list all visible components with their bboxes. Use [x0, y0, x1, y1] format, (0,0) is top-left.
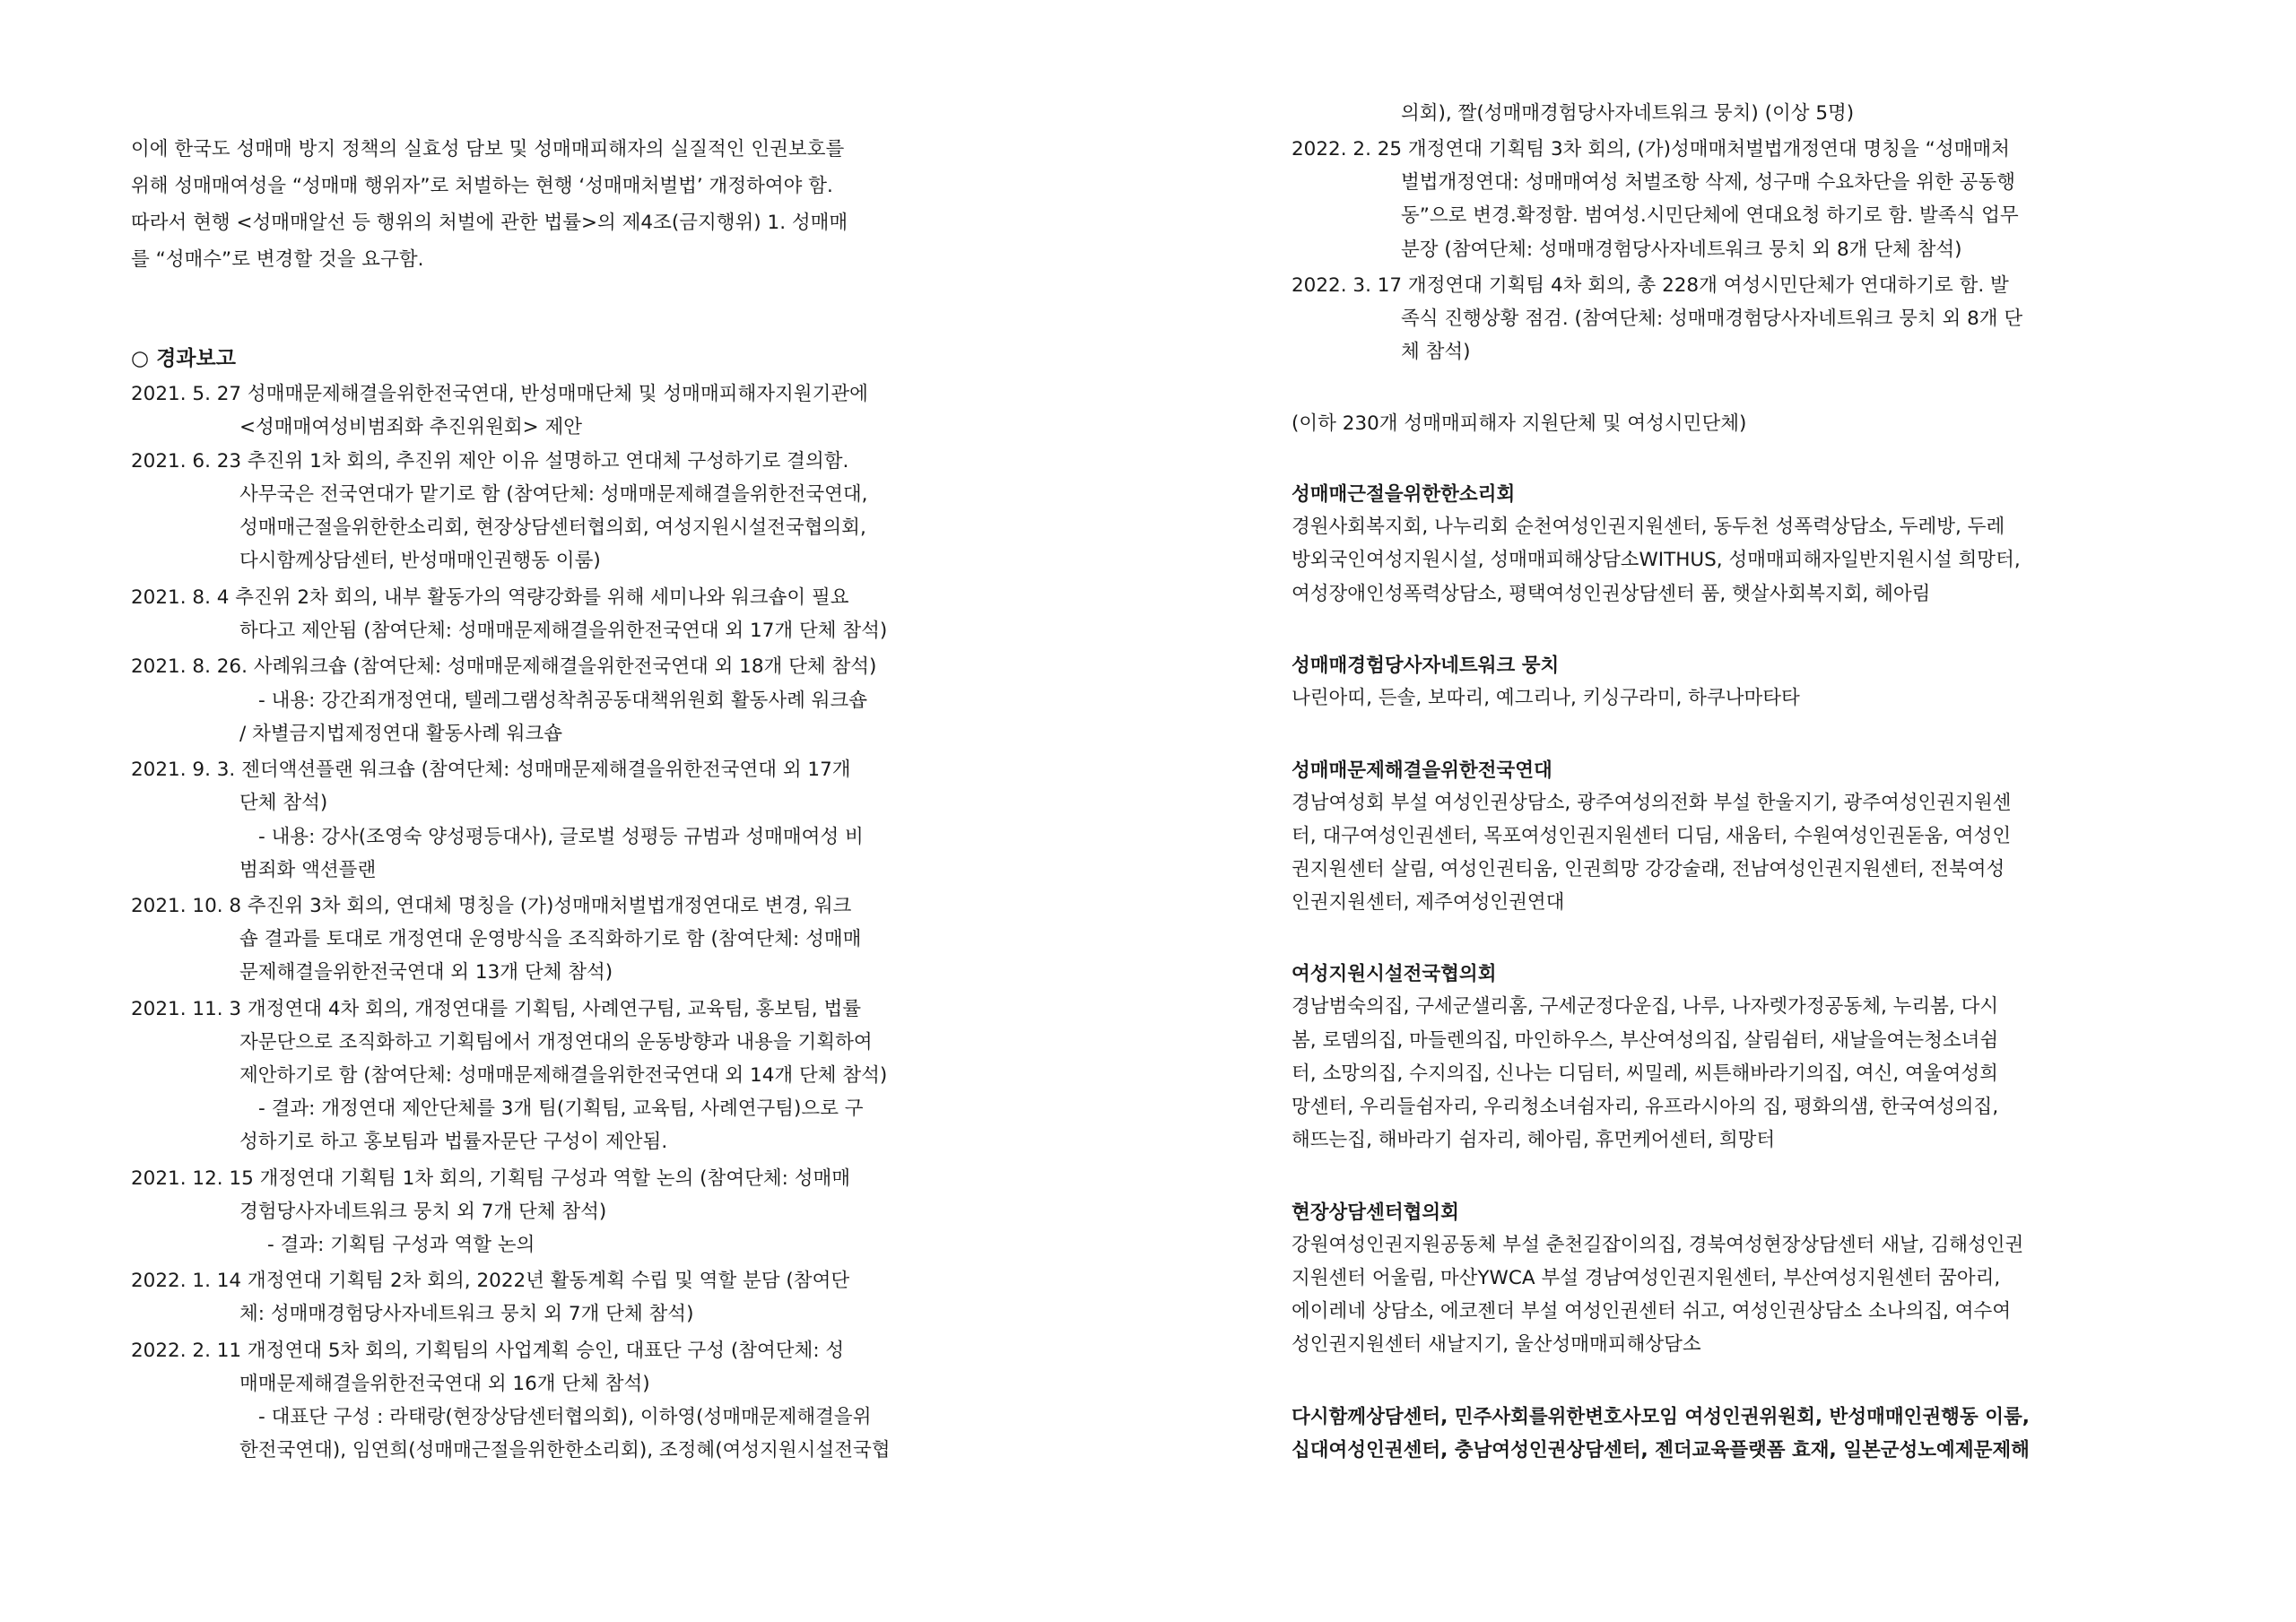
report-line: / 차별금지법제정연대 활동사례 워크숍	[239, 723, 563, 745]
report-line: - 내용: 강간죄개정연대, 텔레그램성착취공동대책위원회 활동사례 워크숍	[258, 690, 868, 712]
report-line: 2021. 11. 3 개정연대 4차 회의, 개정연대를 기획팀, 사례연구팀, 교육팀, 홍보팀, 법률	[131, 998, 861, 1020]
report-line: <성매매여성비범죄화 추진위원회> 제안	[239, 416, 583, 438]
report-line: 2021. 9. 3. 젠더액션플랜 워크숍 (참여단체: 성매매문제해결을위한전국연대 외 17개	[131, 759, 851, 781]
group-member-line: 봄, 로뎀의집, 마들렌의집, 마인하우스, 부산여성의집, 살림쉼터, 새날을여는청소녀쉼	[1292, 1029, 1999, 1052]
summary-note: (이하 230개 성매매피해자 지원단체 및 여성시민단체)	[1292, 412, 1747, 435]
report-line: 동”으로 변경.확정함. 범여성.시민단체에 연대요청 하기로 함. 발족식 업무	[1401, 204, 2019, 227]
report-line: 족식 진행상황 점검. (참여단체: 성매매경험당사자네트워크 뭉치 외 8개 단	[1401, 308, 2023, 330]
report-line: 2021. 12. 15 개정연대 기획팀 1차 회의, 기획팀 구성과 역할 논의 (참여단체: 성매매	[131, 1167, 851, 1190]
group-member-line: 터, 대구여성인권센터, 목포여성인권지원센터 디딤, 새움터, 수원여성인권돋움, 여성인	[1292, 825, 2012, 847]
report-line: 경험당사자네트워크 뭉치 외 7개 단체 참석)	[239, 1201, 607, 1223]
group-member-line: 에이레네 상담소, 에코젠더 부설 여성인권센터 쉬고, 여성인권상담소 소나의집, 여수여	[1292, 1300, 2012, 1323]
group-title: 성매매근절을위한한소리회	[1292, 483, 1516, 506]
group-title: 현장상담센터협의회	[1292, 1201, 1459, 1224]
report-line: 다시함께상담센터, 반성매매인권행동 이룸)	[239, 550, 601, 572]
group-member-line: 터, 소망의집, 수지의집, 신나는 디딤터, 씨밀레, 씨튼해바라기의집, 여신, 여울여성희	[1292, 1063, 1998, 1085]
report-line: - 결과: 개정연대 제안단체를 3개 팀(기획팀, 교육팀, 사례연구팀)으로 구	[258, 1097, 864, 1120]
report-line: 2022. 2. 25 개정연대 기획팀 3차 회의, (가)성매매처벌법개정연대 명칭을 “성매매처	[1292, 138, 2010, 160]
report-line: 2022. 2. 11 개정연대 5차 회의, 기획팀의 사업계획 승인, 대표단 구성 (참여단체: 성	[131, 1340, 845, 1362]
group-member-line: 경남여성회 부설 여성인권상담소, 광주여성의전화 부설 한울지기, 광주여성인권지원센	[1292, 792, 2012, 814]
closing-line: 십대여성인권센터, 충남여성인권상담센터, 젠더교육플랫폼 효재, 일본군성노예제문제해	[1292, 1439, 2030, 1462]
group-title: 여성지원시설전국협의회	[1292, 963, 1497, 985]
report-line: 2021. 10. 8 추진위 3차 회의, 연대체 명칭을 (가)성매매처벌법개정연대로 변경, 워크	[131, 895, 852, 917]
group-member-line: 강원여성인권지원공동체 부설 춘천길잡이의집, 경북여성현장상담센터 새날, 김해성인권	[1292, 1234, 2024, 1256]
report-line: 2021. 5. 27 성매매문제해결을위한전국연대, 반성매매단체 및 성매매피해자지원기관에	[131, 383, 868, 405]
report-line: 성하기로 하고 홍보팀과 법률자문단 구성이 제안됨.	[239, 1131, 668, 1153]
report-line: 2021. 8. 4 추진위 2차 회의, 내부 활동가의 역량강화를 위해 세미나와 워크숍이 필요	[131, 586, 849, 609]
group-member-line: 여성장애인성폭력상담소, 평택여성인권상담센터 품, 햇살사회복지회, 헤아림	[1292, 583, 1931, 605]
group-member-line: 지원센터 어울림, 마산YWCA 부설 경남여성인권지원센터, 부산여성지원센터 꿈아리,	[1292, 1267, 2001, 1289]
report-line: 체: 성매매경험당사자네트워크 뭉치 외 7개 단체 참석)	[239, 1303, 694, 1325]
report-line: - 결과: 기획팀 구성과 역할 논의	[267, 1234, 535, 1256]
report-line: 의회), 짤(성매매경험당사자네트워크 뭉치) (이상 5명)	[1401, 102, 1855, 125]
report-line: 단체 참석)	[239, 792, 328, 814]
report-line: 성매매근절을위한한소리회, 현장상담센터협의회, 여성지원시설전국협의회,	[239, 516, 866, 539]
section-title: ○ 경과보고	[131, 347, 236, 370]
intro-line: 를 “성매수”로 변경할 것을 요구함.	[131, 248, 424, 271]
report-line: 벌법개정연대: 성매매여성 처벌조항 삭제, 성구매 수요차단을 위한 공동행	[1401, 171, 2015, 194]
intro-line: 따라서 현행 <성매매알선 등 행위의 처벌에 관한 법률>의 제4조(금지행위) 1. 성매매	[131, 212, 848, 234]
group-title: 성매매문제해결을위한전국연대	[1292, 759, 1552, 782]
report-line: 사무국은 전국연대가 맡기로 함 (참여단체: 성매매문제해결을위한전국연대,	[239, 483, 868, 506]
report-line: - 대표단 구성 : 라태랑(현장상담센터협의회), 이하영(성매매문제해결을위	[258, 1406, 872, 1428]
report-line: 한전국연대), 임연희(성매매근절을위한한소리회), 조정혜(여성지원시설전국협	[239, 1439, 891, 1462]
group-member-line: 망센터, 우리들쉼자리, 우리청소녀쉼자리, 유프라시아의 집, 평화의샘, 한국여성의집,	[1292, 1096, 1999, 1118]
closing-line: 다시함께상담센터, 민주사회를위한변호사모임 여성인권위원회, 반성매매인권행동 이룸,	[1292, 1406, 2030, 1428]
group-member-line: 권지원센터 살림, 여성인권티움, 인권희망 강강술래, 전남여성인권지원센터, 전북여성	[1292, 858, 2005, 880]
group-member-line: 성인권지원센터 새날지기, 울산성매매피해상담소	[1292, 1333, 1701, 1356]
intro-line: 위해 성매매여성을 “성매매 행위자”로 처벌하는 현행 ‘성매매처벌법’ 개정하여야 함.	[131, 175, 833, 197]
report-line: 매매문제해결을위한전국연대 외 16개 단체 참석)	[239, 1373, 650, 1395]
report-line: 자문단으로 조직화하고 기획팀에서 개정연대의 운동방향과 내용을 기획하여	[239, 1031, 873, 1054]
report-line: 2022. 1. 14 개정연대 기획팀 2차 회의, 2022년 활동계획 수립 및 역할 분담 (참여단	[131, 1270, 850, 1292]
report-line: 숍 결과를 토대로 개정연대 운영방식을 조직화하기로 함 (참여단체: 성매매	[239, 928, 862, 950]
group-member-line: 나린아띠, 든솔, 보따리, 예그리나, 키싱구라미, 하쿠나마타타	[1292, 687, 1800, 709]
report-line: 분장 (참여단체: 성매매경험당사자네트워크 뭉치 외 8개 단체 참석)	[1401, 239, 1962, 261]
group-member-line: 경원사회복지회, 나누리회 순천여성인권지원센터, 동두천 성폭력상담소, 두레방, 두레	[1292, 516, 2005, 538]
report-line: 제안하기로 함 (참여단체: 성매매문제해결을위한전국연대 외 14개 단체 참석)	[239, 1064, 888, 1087]
report-line: - 내용: 강사(조영숙 양성평등대사), 글로벌 성평등 규범과 성매매여성 비	[258, 826, 864, 848]
report-line: 2022. 3. 17 개정연대 기획팀 4차 회의, 총 228개 여성시민단체가 연대하기로 함. 발	[1292, 274, 2009, 297]
report-line: 범죄화 액션플랜	[239, 859, 377, 881]
intro-line: 이에 한국도 성매매 방지 정책의 실효성 담보 및 성매매피해자의 실질적인 인권보호를	[131, 138, 845, 160]
group-member-line: 해뜨는집, 해바라기 쉼자리, 헤아림, 휴먼케어센터, 희망터	[1292, 1129, 1776, 1151]
report-line: 2021. 8. 26. 사례워크숍 (참여단체: 성매매문제해결을위한전국연대 외 18개 단체 참석)	[131, 655, 877, 678]
report-line: 하다고 제안됨 (참여단체: 성매매문제해결을위한전국연대 외 17개 단체 참석)	[239, 620, 888, 642]
report-line: 문제해결을위한전국연대 외 13개 단체 참석)	[239, 961, 613, 984]
report-line: 2021. 6. 23 추진위 1차 회의, 추진위 제안 이유 설명하고 연대체 구성하기로 결의함.	[131, 450, 849, 473]
group-member-line: 인권지원센터, 제주여성인권연대	[1292, 891, 1565, 914]
report-line: 체 참석)	[1401, 341, 1471, 363]
group-member-line: 방외국인여성지원시설, 성매매피해상담소WITHUS, 성매매피해자일반지원시설 희망터,	[1292, 549, 2021, 571]
group-member-line: 경남범숙의집, 구세군샐리홈, 구세군정다운집, 나루, 나자렛가정공동체, 누리봄, 다시	[1292, 995, 1999, 1018]
group-title: 성매매경험당사자네트워크 뭉치	[1292, 655, 1560, 677]
